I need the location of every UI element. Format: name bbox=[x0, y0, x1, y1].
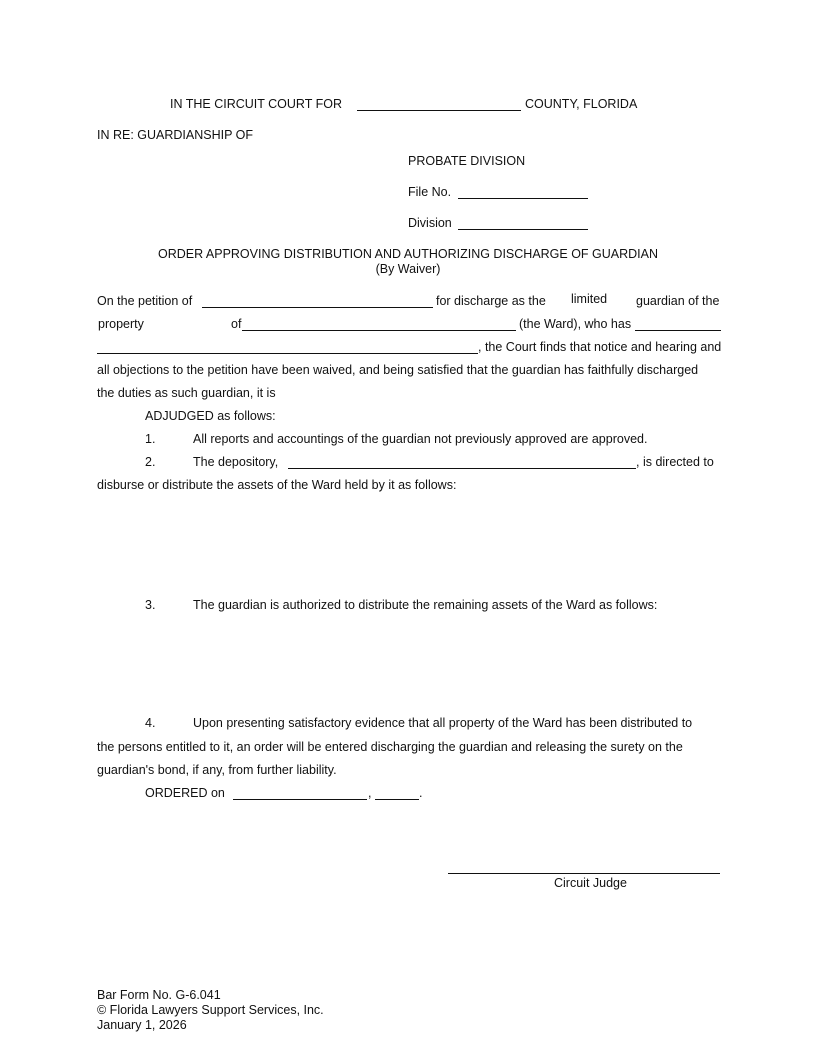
court-finds-text: , the Court finds that notice and hearing and bbox=[478, 340, 722, 354]
in-re-heading: IN RE: GUARDIANSHIP OF bbox=[97, 128, 254, 142]
bar-form-number: Bar Form No. G-6.041 bbox=[97, 988, 221, 1002]
ward-who-has-text: (the Ward), who has bbox=[519, 317, 632, 331]
item4-line1: Upon presenting satisfactory evidence that all property of the Ward has been distributed to bbox=[193, 716, 693, 730]
body-line-4: all objections to the petition have been waived, and being satisfied that the guardian has faithfully discharged bbox=[97, 363, 699, 377]
item3-text: The guardian is authorized to distribute the remaining assets of the Ward as follows: bbox=[193, 598, 658, 612]
item2-prefix: The depository, bbox=[193, 455, 279, 469]
item1-text: All reports and accountings of the guardian not previously approved are approved. bbox=[193, 432, 648, 446]
ward-name-blank[interactable] bbox=[242, 330, 516, 331]
order-title: ORDER APPROVING DISTRIBUTION AND AUTHORIZING DISCHARGE OF GUARDIAN bbox=[157, 247, 659, 261]
guardian-of-text: guardian of the bbox=[636, 294, 720, 308]
who-has-blank[interactable] bbox=[635, 330, 721, 331]
file-no-label: File No. bbox=[408, 185, 452, 199]
of-text: of bbox=[231, 317, 242, 331]
limited-field[interactable]: limited bbox=[571, 292, 608, 306]
ordered-on-text: ORDERED on bbox=[145, 786, 225, 800]
body-line-5: the duties as such guardian, it is bbox=[97, 386, 276, 400]
property-field[interactable]: property bbox=[98, 317, 144, 331]
item2-line2: disburse or distribute the assets of the Ward held by it as follows: bbox=[97, 478, 457, 492]
judge-signature-line[interactable] bbox=[448, 873, 720, 874]
item3-number: 3. bbox=[145, 598, 156, 612]
depository-blank[interactable] bbox=[288, 468, 636, 469]
item1-number: 1. bbox=[145, 432, 156, 446]
court-prefix: IN THE CIRCUIT COURT FOR bbox=[170, 97, 343, 111]
division-label: Division bbox=[408, 216, 452, 230]
form-date: January 1, 2026 bbox=[97, 1018, 187, 1032]
item4-line3: guardian's bond, if any, from further liability. bbox=[97, 763, 337, 777]
probate-division: PROBATE DIVISION bbox=[408, 154, 526, 168]
division-blank[interactable] bbox=[458, 229, 588, 230]
ordered-year-blank[interactable] bbox=[375, 799, 419, 800]
circuit-judge-label: Circuit Judge bbox=[554, 876, 627, 890]
petitioner-blank[interactable] bbox=[202, 307, 433, 308]
court-suffix: COUNTY, FLORIDA bbox=[525, 97, 638, 111]
ordered-separator: , bbox=[368, 786, 372, 800]
county-blank[interactable] bbox=[357, 110, 521, 111]
petition-of-text: On the petition of bbox=[97, 294, 193, 308]
waiver-detail-blank[interactable] bbox=[97, 353, 478, 354]
item2-number: 2. bbox=[145, 455, 156, 469]
adjudged-text: ADJUDGED as follows: bbox=[145, 409, 276, 423]
ordered-date-blank[interactable] bbox=[233, 799, 367, 800]
item4-number: 4. bbox=[145, 716, 156, 730]
for-discharge-text: for discharge as the bbox=[436, 294, 546, 308]
file-no-blank[interactable] bbox=[458, 198, 588, 199]
ordered-period: . bbox=[419, 786, 423, 800]
item4-line2: the persons entitled to it, an order will be entered discharging the guardian and releasing the surety on the bbox=[97, 740, 683, 754]
copyright-notice: © Florida Lawyers Support Services, Inc. bbox=[97, 1003, 324, 1017]
order-subtitle: (By Waiver) bbox=[375, 262, 441, 276]
item2-suffix: , is directed to bbox=[636, 455, 714, 469]
